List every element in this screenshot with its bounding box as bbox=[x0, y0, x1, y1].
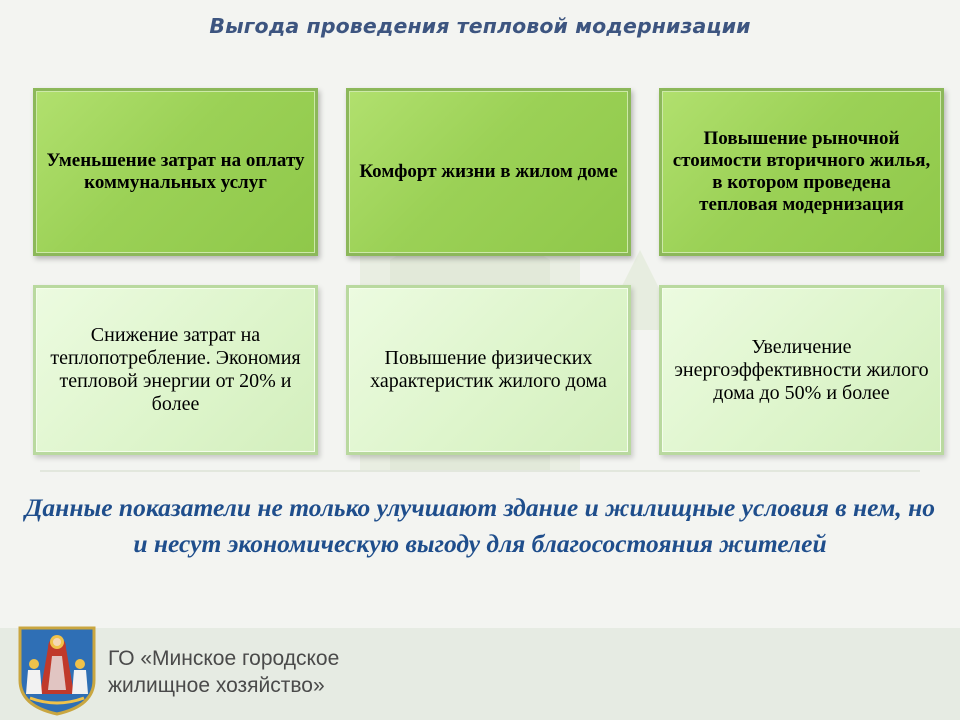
summary-note: Данные показатели не только улучшают здание и жилищные условия в нем, но и несут экономическую выгоду для благосостояния жителей bbox=[25, 493, 935, 558]
benefit-heading-3 bbox=[659, 88, 944, 256]
slide-title: Выгода проведения тепловой модернизации bbox=[209, 14, 751, 38]
organization-name bbox=[108, 645, 508, 699]
benefit-heading-1 bbox=[33, 88, 318, 256]
benefit-heading-2 bbox=[346, 88, 631, 256]
benefit-heading-text: Комфорт жизни в жилом доме bbox=[359, 161, 618, 182]
organization-name-line-1: ГО «Минское городское bbox=[108, 647, 340, 670]
benefit-detail-text: Повышение физических характеристик жилого дома bbox=[370, 347, 607, 392]
benefit-detail-1 bbox=[33, 285, 318, 455]
benefit-detail-3 bbox=[659, 285, 944, 455]
organization-name-line-2: жилищное хозяйство» bbox=[108, 674, 325, 697]
minsk-coat-of-arms-icon bbox=[14, 624, 100, 716]
benefit-heading-text: Уменьшение затрат на оплату коммунальных услуг bbox=[46, 150, 305, 193]
benefit-detail-text: Увеличение энергоэффективности жилого дома до 50% и более bbox=[674, 335, 929, 404]
benefit-detail-2 bbox=[346, 285, 631, 455]
benefit-detail-text: Снижение затрат на теплопотребление. Экономия тепловой энергии от 20% и более bbox=[50, 324, 301, 415]
benefit-heading-text: Повышение рыночной стоимости вторичного жилья, в котором проведена тепловая модернизация bbox=[672, 128, 931, 215]
